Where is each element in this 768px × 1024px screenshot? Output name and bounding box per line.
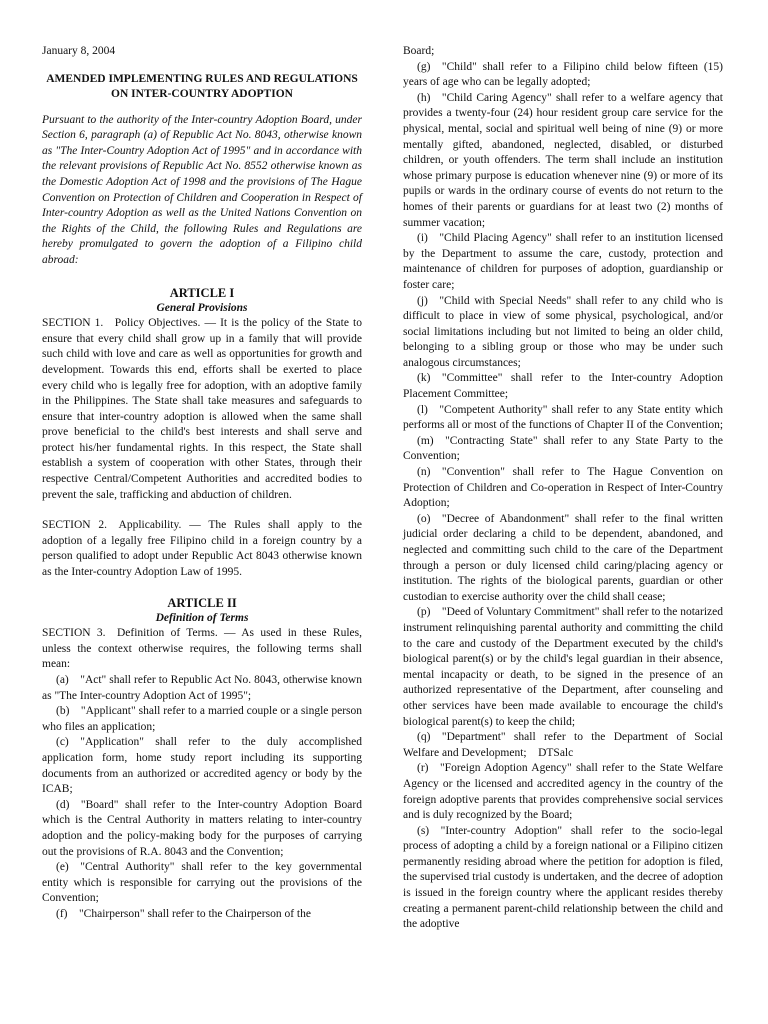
term-j: (j) "Child with Special Needs" shall refer to any child who is difficult to place in view of some physical, psychological, and/or social limitations including but not limited to being an older child, belonging to a sibling group or those who may be under such analogous circumstances; [403, 294, 723, 369]
term-b: (b) "Applicant" shall refer to a married couple or a single person who files an application; [42, 705, 362, 733]
term-a: (a) "Act" shall refer to Republic Act No. 8043, otherwise known as "The Inter-country Adoption Act of 1995"; [42, 674, 362, 702]
term-r: (r) "Foreign Adoption Agency" shall refer to the State Welfare Agency or the licensed and accredited agency in the country of the foreign adoptive parents that provides comprehensive social services and is duly recognized by the Board; [403, 762, 723, 822]
article-2-title: ARTICLE II [167, 595, 237, 610]
term-g: (g) "Child" shall refer to a Filipino child below fifteen (15) years of age who can be legally adopted; [403, 60, 723, 89]
left-column [42, 44, 362, 923]
section-2-paragraph: SECTION 2. Applicability. — The Rules shall apply to the adoption of a legally free Filipino child in a foreign country by a person qualified to adopt under Republic Act 8043 otherwise known as the Inter-country Adoption Law of 1995. [42, 519, 362, 579]
term-p: (p) "Deed of Voluntary Commitment" shall refer to the notarized instrument relinquishing parental authority and committing the child to the care and custody of the Department executed by the child's biological parent(s) or by the child's legal guardian in their absence, mental incapacity or death, to be signed in the presence of an authorized representative of the Department, after counseling and other services have been made available to encourage the child's biological parent(s) to keep the child; [403, 606, 723, 728]
document-date: January 8, 2004 [42, 45, 116, 57]
article-1-subtitle: General Provisions [156, 301, 248, 314]
term-i: (i) "Child Placing Agency" shall refer to an institution licensed by the Department to assume the care, custody, protection and maintenance of children for purposes of adoption, guardianship or foster care; [403, 232, 723, 291]
term-h: (h) "Child Caring Agency" shall refer to a welfare agency that provides a twenty-four (24) hour resident group care service for the physical, mental, social and spiritual well being of nine (9) or more mentally gifted, abandoned, neglected, disabled, or disturbed children, or youth offenders. The term shall include an institution whose primary purpose is education whenever nine (9) or more of its pupils or wards in the ordinary course of events do not return to the homes of their parents or guardians for at least two (2) months of summer vacation; [403, 91, 723, 229]
article-1 [42, 286, 362, 581]
article-2-subtitle: Definition of Terms [155, 611, 249, 624]
term-e: (e) "Central Authority" shall refer to the key governmental entity which is responsible for carrying out the provisions of the Convention; [42, 861, 362, 905]
term-m: (m) "Contracting State" shall refer to any State Party to the Convention; [403, 434, 723, 463]
article-2 [42, 596, 362, 923]
document-title-line-1: AMENDED IMPLEMENTING RULES AND REGULATIONS [46, 72, 358, 85]
section-1-paragraph: SECTION 1. Policy Objectives. — It is the policy of the State to ensure that every child shall grow up in a family that will provide such child with love and care as well as opportunities for growth and development. Towards this end, efforts shall be exerted to place every child who is legally free for adoption, with an adoptive family in the Philippines. The State shall take measures and safeguards to ensure that inter-country adoption is allowed when the same shall prove beneficial to the child's best interests and shall serve and protect his/her fundamental rights. In this respect, the State shall establish a system of cooperation with other States, through their respective Central/Competent Authorities and accredited bodies to prevent the sale, trafficking and abduction of children. [42, 317, 362, 501]
preamble-paragraph: Pursuant to the authority of the Inter-country Adoption Board, under Section 6, paragraph (a) of Republic Act No. 8043, otherwise known as "The Inter-Country Adoption Act of 1995" and in accordance with the relevant provisions of Republic Act No. 8552 otherwise known as the Domestic Adoption Act of 1998 and the provisions of The Hague Convention on Protection of Children and Cooperation in Respect of Inter-country Adoption as well as the United Nations Convention on the Rights of the Child, the following Rules and Regulations are hereby promulgated to govern the adoption of a Filipino child abroad: [42, 113, 362, 266]
term-l: (l) "Competent Authority" shall refer to any State entity which performs all or most of the functions of Chapter II of the Convention; [403, 403, 724, 432]
term-q: (q) "Department" shall refer to the Department of Social Welfare and Development; DTSalc [403, 731, 723, 759]
article-1-title: ARTICLE I [169, 285, 235, 300]
section-3-paragraph: SECTION 3. Definition of Terms. — As used in these Rules, unless the context otherwise requires, the following terms shall mean: [42, 627, 362, 671]
right-column [403, 44, 723, 933]
term-k: (k) "Committee" shall refer to the Inter-country Adoption Placement Committee; [403, 372, 723, 401]
term-o: (o) "Decree of Abandonment" shall refer to the final written judicial order declaring a child to be dependent, abandoned, and neglected and committing such child to the care of the Department through a person or duly licensed child caring/placing agency or institution. The rights of the biological parents, guardian or other custodian to exercise authority over the child shall cease; [403, 512, 723, 603]
term-n: (n) "Convention" shall refer to The Hague Convention on Protection of Children and Co-operation in Respect of Inter-Country Adoption; [403, 466, 723, 510]
term-f-continuation: Board; [403, 45, 435, 57]
term-s: (s) "Inter-country Adoption" shall refer to the socio-legal process of adopting a child by a foreign national or a Filipino citizen permanently residing abroad where the petition for adoption is filed, the supervised trial custody is undertaken, and the decree of adoption is issued in the foreign country where the applicant resides thereby creating a permanent parent-child relationship between the child and the adoptive [403, 824, 723, 931]
document-title [42, 72, 362, 102]
term-f: (f) "Chairperson" shall refer to the Chairperson of the [56, 907, 311, 920]
document-title-line-2: ON INTER-COUNTRY ADOPTION [111, 87, 293, 100]
term-c: (c) "Application" shall refer to the duly accomplished application form, home study report including its supporting documents from an authorized or accredited agency or body by the ICAB; [42, 736, 362, 796]
term-d: (d) "Board" shall refer to the Inter-country Adoption Board which is the Central Authority in matters relating to inter-country adoption and the policy-making body for the purposes of carrying out the provisions of R.A. 8043 and the Convention; [42, 798, 362, 858]
